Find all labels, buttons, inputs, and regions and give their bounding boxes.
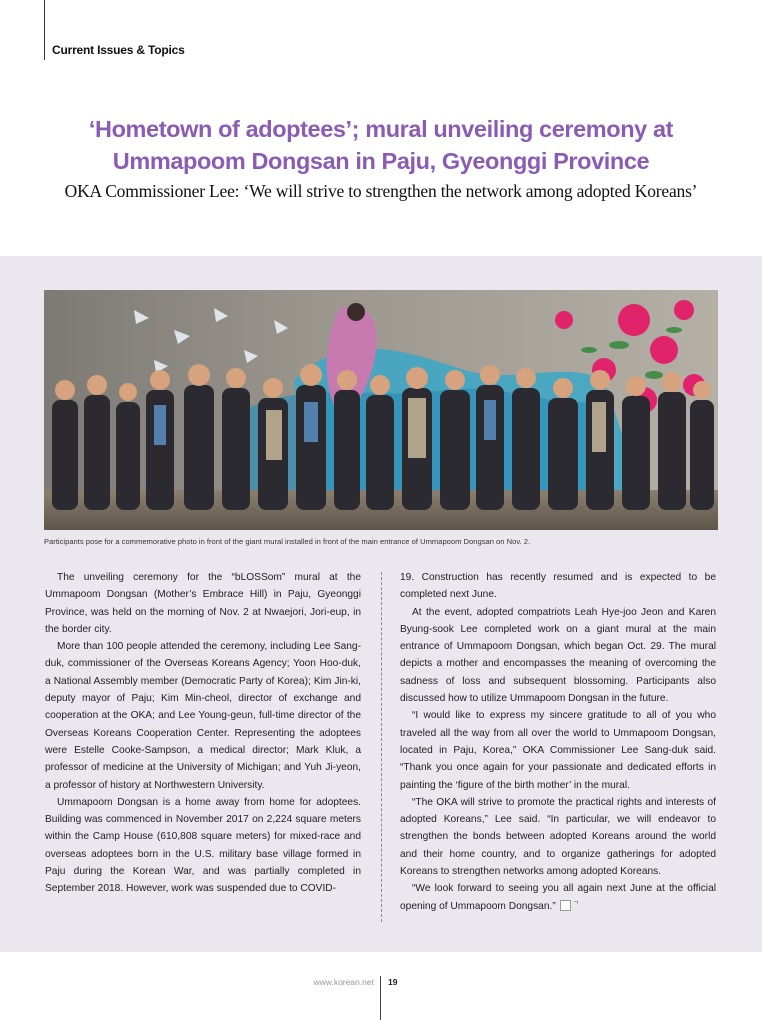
photo-caption: Participants pose for a commemorative photo in front of the giant mural installed in front of the main entrance of Ummapoom Dongsan on Nov. 2. [44, 537, 531, 546]
page-number: 19 [388, 977, 398, 987]
body-paragraph: The unveiling ceremony for the “bLOSSom” mural at the Ummapoom Dongsan (Mother’s Embrace Hill) in Paju, Gyeonggi Province, was held on the morning of Nov. 2 at Nwaejori, Jori-eup, in the border city. [45, 572, 361, 635]
body-paragraph: “The OKA will strive to promote the practical rights and interests of adopted Koreans,” Lee said. “In particular, we will endeavor to strengthen the bonds between adopted Koreans around the world and their home country, and to organize gatherings for adopted Koreans to strengthen networks among adopted Koreans. [400, 796, 716, 878]
column-divider [381, 572, 382, 922]
final-paragraph-text: “We look forward to seeing you all again next June at the official opening of Ummapoom Dongsan.” [400, 883, 716, 912]
group-photo [44, 290, 718, 530]
headline-line-2: Ummapoom Dongsan in Paju, Gyeonggi Province [112, 148, 650, 174]
body-paragraph-final [400, 880, 716, 915]
group-photo-illustration [44, 290, 718, 530]
headline-line-1: ‘Hometown of adoptees’; mural unveiling ceremony at [88, 116, 674, 142]
top-rule [44, 0, 45, 60]
footer-rule [380, 976, 381, 1020]
subheadline: OKA Commissioner Lee: ‘We will strive to strengthen the network among adopted Koreans’ [64, 181, 698, 201]
footer-url: www.korean.net [313, 977, 374, 987]
body-column-left [45, 569, 361, 898]
body-paragraph: 19. Construction has recently resumed and is expected to be completed next June. [400, 572, 716, 601]
body-column-right [400, 569, 716, 915]
headline [30, 113, 732, 177]
body-paragraph: “I would like to express my sincere gratitude to all of you who traveled all the way from all over the world to Ummapoom Dongsan, located in Paju, Korea,” OKA Commissioner Lee Sang-duk said. “Thank you once again for your passionate and dedicated efforts in painting the ‘figure of the birth mother’ in the mural. [400, 710, 716, 791]
section-label: Current Issues & Topics [52, 43, 185, 57]
body-paragraph: More than 100 people attended the ceremony, including Lee Sang-duk, commissioner of the Overseas Koreans Agency; Yoon Hoo-duk, a National Assembly member (Democratic Party of Korea); Kim Jin-ki, deputy mayor of Paju; Kim Min-cheol, director of exchange and cooperation at the OKA; and Lee Young-geun, full-time director of the Overseas Koreans Cooperation Center. Representing the adoptees were Estelle Cooke-Sampson, a medical director; Mark Kluk, a professor of medicine at the University of Michigan; and Yuh Ji-yeon, a professor of history at Northwestern University. [45, 641, 361, 791]
body-paragraph: At the event, adopted compatriots Leah Hye-joo Jeon and Karen Byung-sook Lee completed work on a giant mural at the main entrance of Ummapoom Dongsan, which began Oct. 29. The mural depicts a mother and encompasses the meaning of overcoming the sadness of loss and subsequent blossoming. Participants also discussed how to utilize Ummapoom Dongsan in the future. [400, 606, 716, 705]
body-paragraph: Ummapoom Dongsan is a home away from home for adoptees. Building was commenced in November 2017 on 2,224 square meters within the Camp House (610,808 square meters) for mixed-race and overseas adoptees born in the U.S. military base village formed in Paju during the Korean War, and was partially completed in September 2018. However, work was suspended due to COVID- [45, 796, 361, 895]
end-mark-icon: ᄀ [560, 900, 571, 911]
